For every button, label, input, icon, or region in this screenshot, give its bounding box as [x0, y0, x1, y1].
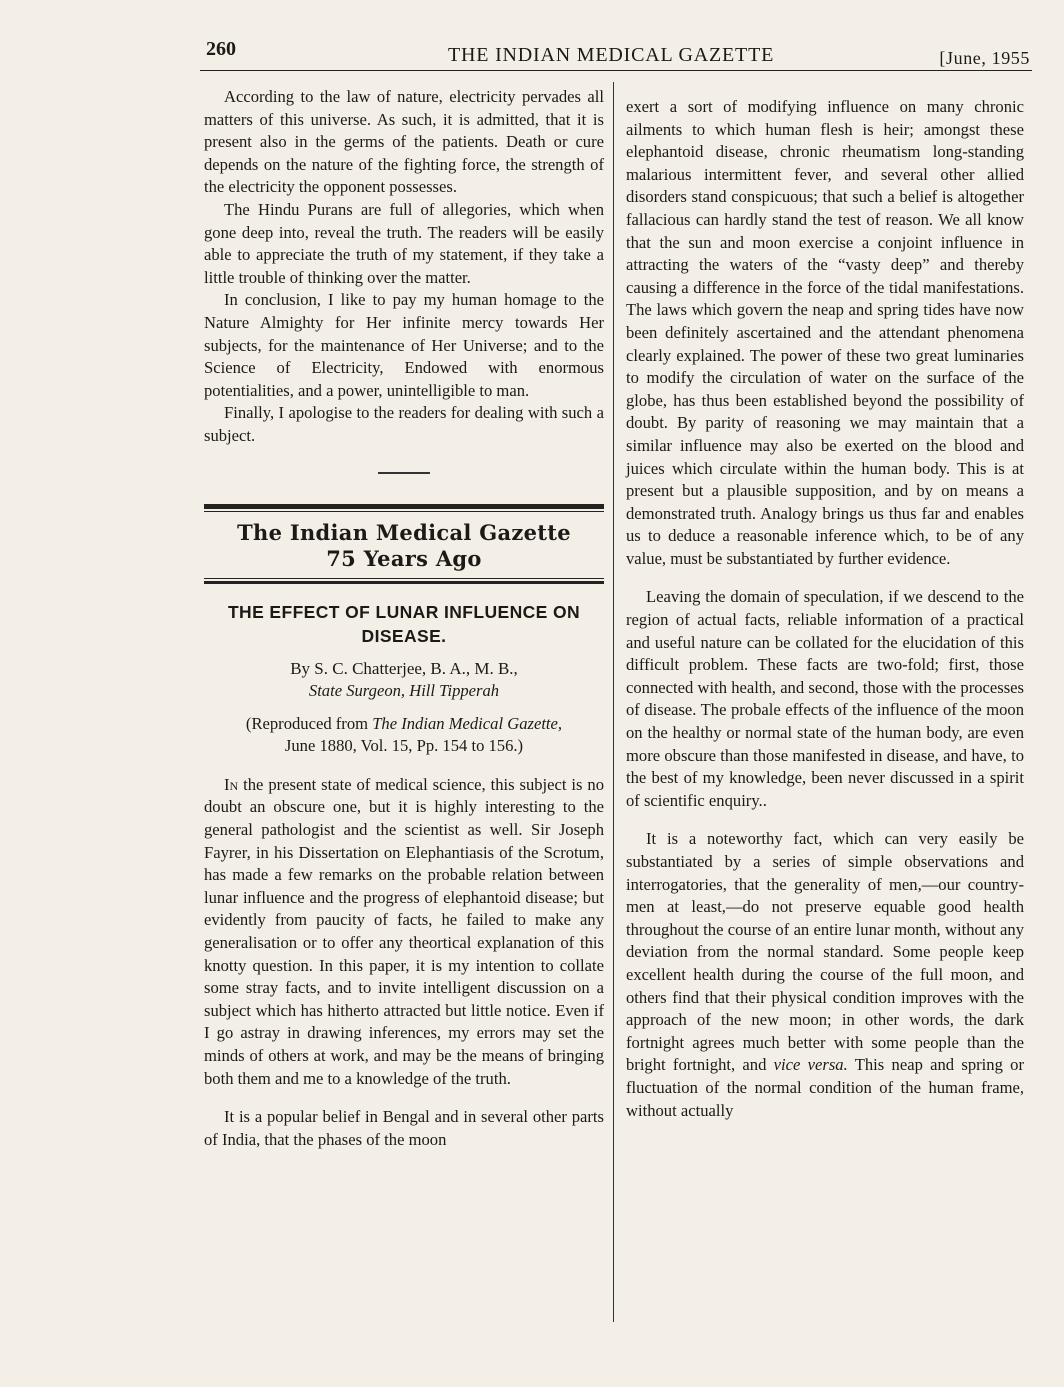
paragraph: Finally, I apologise to the readers for dealing with such a subject. [204, 403, 604, 445]
header-rule [200, 70, 1032, 71]
paragraph-text: the present state of medical science, this subject is no doubt an obscure one, but it is highly interesting to the general pathologist and the scientist as well. Sir Joseph Fayrer, in his Dissertation on Elephantiasis of the Scrotum, has made a few remarks on the probable relation between lunar influence and the progress of elephantoid disease; but evidently from paucity of facts, he failed to make any generalisation or to offer any theortical explanation of this knotty question. In this paper, it is my intention to collate some stray facts, and to invite intelligent discussion on a subject which has hitherto attracted but little notice. Even if I go astray in drawing inferences, my errors may set the minds of others at work, and may be the means of bringing both them and me to a knowledge of the truth. [204, 774, 604, 1088]
section-heading-line2: 75 Years Ago [326, 545, 482, 571]
reproduction-note [204, 713, 604, 736]
page-number: 260 [206, 38, 236, 60]
column-divider [613, 82, 614, 1322]
reproduction-details: June 1880, Vol. 15, Pp. 154 to 156.) [284, 736, 524, 756]
spacer [204, 1090, 604, 1106]
paragraph-text: This neap and spring or fluctuation of the normal condition of the human frame, without actually [626, 1055, 1024, 1120]
paragraph: It is a popular belief in Bengal and in several other parts of India, that the phases of the moon [204, 1107, 604, 1149]
section-heading-line1: The Indian Medical Gazette [237, 519, 571, 545]
paragraph [204, 774, 604, 1090]
reproduction-journal: The Indian Medical Gazette, [372, 713, 563, 733]
end-of-article-dash [378, 472, 430, 474]
issue-date: [June, 1955 [939, 48, 1030, 68]
spacer [626, 812, 1024, 828]
paragraph: According to the law of nature, electricity pervades all matters of this universe. As such, it is admitted, that it is present also in the germs of the patients. Death or cure depends on the nature of the fighting force, the strength of the electricity the opponent possesses. [204, 87, 604, 197]
section-heading [204, 520, 604, 572]
section-rule-bottom [204, 581, 604, 584]
running-title: THE INDIAN MEDICAL GAZETTE [448, 44, 775, 66]
spacer [626, 570, 1024, 586]
article-title: THE EFFECT OF LUNAR INFLUENCE ON DISEASE. [227, 601, 581, 646]
left-column [204, 86, 604, 1151]
section-rule-top [204, 504, 604, 509]
right-column [626, 96, 1024, 1122]
paragraph: The Hindu Purans are full of allegories, which when gone deep into, reveal the truth. The readers will be easily able to appreciate the truth of my statement, if they take a little trouble of thinking over the matter. [204, 199, 604, 287]
italic-phrase: vice versa. [773, 1055, 848, 1075]
paragraph: Leaving the domain of speculation, if we descend to the region of actual facts, reliable information of a practical and useful nature can be collated for the elucidation of this difficult problem. These facts are two-fold; first, those connected with health, and second, those with the processes of disease. The probale effects of the influence of the moon on the healthy or normal state of the human body, are even more obscure than those manifested in disease, and have, to the best of my knowledge, been never discussed in a spirit of scientific enquiry.. [626, 587, 1024, 810]
section-rule-top-thin [204, 511, 604, 512]
reproduction-prefix: (Reproduced from [245, 713, 373, 733]
section-rule-bottom-thin [204, 578, 604, 579]
author-byline: By S. C. Chatterjee, B. A., M. B., [290, 658, 518, 678]
drop-word: In [224, 774, 239, 794]
paragraph: exert a sort of modifying influence on many chronic ailments to which human flesh is heir; amongst these elephantoid disease, chronic rheumatism long-standing malarious intermittent fever, and several other allied disorders stand conspicuous; that such a belief is altogether fallacious can hardly stand the test of reason. We all know that the sun and moon exercise a conjoint influence in attracting the waters of the “vasty deep” and thereby causing a difference in the force of the tidal manifestations. The laws which govern the neap and spring tides have now been definitely ascertained and the attendant phenomena clearly explained. The power of these two great luminaries to modify the circulation of water on the surface of the globe, has thus been established beyond the possibility of doubt. By parity of reasoning we may maintain that a similar influence may also be exerted on the blood and juices which circulate within the human body. This is at present but a plausible supposition, and by on means a demonstrated truth. Analogy brings us thus far and enables us to deduce a reasonable inference which, to be of any value, must be substantiated by further evidence. [626, 97, 1024, 568]
author-affiliation: State Surgeon, Hill Tipperah [308, 681, 500, 701]
spacer [204, 758, 604, 774]
paragraph-text: It is a noteworthy fact, which can very easily be substantiated by a series of simple observations and interrogatories, that the generality of men,—our country-men at least,—do not preserve equable good health throughout the course of an entire lunar month, without any deviation from the normal standard. Some people keep excellent health during the course of the full moon, and others find that their physical condition improves with the approach of the new moon; in other words, the dark fortnight agrees much better with some people than the bright fortnight, and [626, 829, 1024, 1075]
paragraph: In conclusion, I like to pay my human homage to the Nature Almighty for Her infinite mercy towards Her subjects, for the maintenance of Her Universe; and to the Science of Electricity, Endowed with enormous potentialities, and a power, unintelligible to man. [204, 290, 604, 400]
paragraph [626, 828, 1024, 1122]
